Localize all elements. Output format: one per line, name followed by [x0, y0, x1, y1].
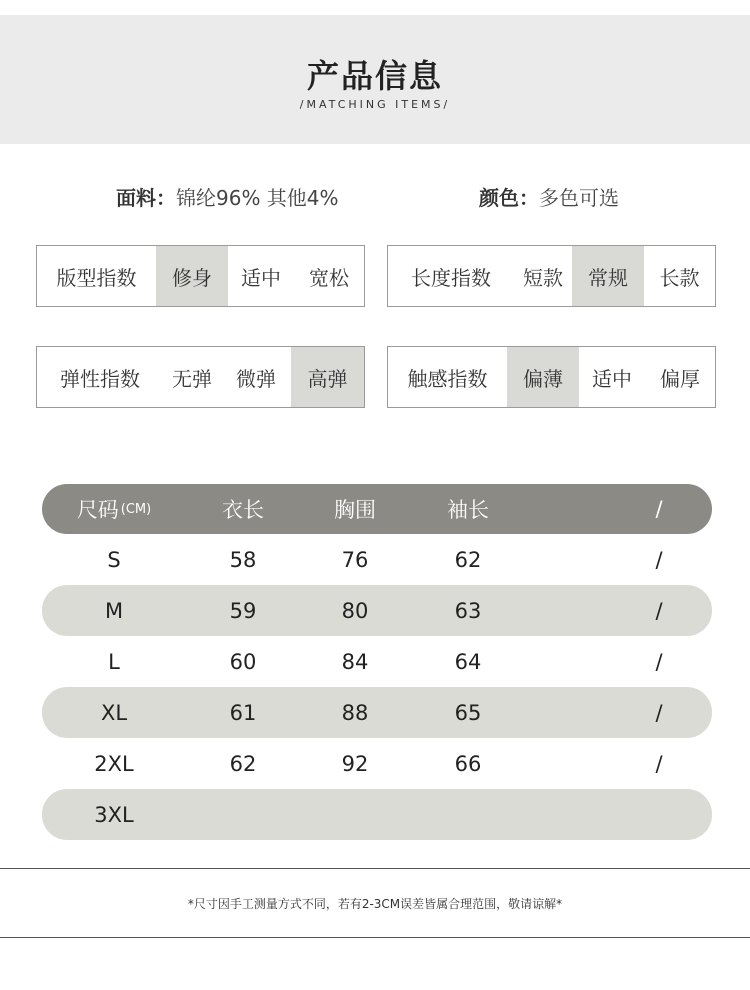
fabric-info: [116, 182, 339, 211]
size-table-header: [42, 484, 712, 534]
fit-option: 宽松: [309, 265, 349, 290]
measurement-note: [0, 868, 750, 938]
cell-chest: [305, 789, 405, 840]
cell-extra: /: [655, 598, 663, 623]
table-row: [42, 687, 712, 738]
elasticity-option: 无弹: [172, 366, 212, 391]
touch-index: [387, 346, 716, 408]
header-size: [62, 484, 166, 534]
header-size-unit: (CM): [120, 501, 152, 517]
color-value: 多色可选: [539, 186, 619, 210]
header-length: 衣长: [222, 498, 264, 522]
cell-length: [193, 789, 293, 840]
fabric-label: 面料：: [116, 186, 176, 210]
fit-option: 修身: [156, 246, 228, 306]
length-option: 常规: [572, 246, 644, 306]
cell-size: 2XL: [94, 751, 134, 776]
cell-size: L: [108, 649, 120, 674]
size-table: [42, 484, 712, 840]
cell-extra: /: [655, 700, 663, 725]
cell-length: 62: [229, 751, 257, 776]
touch-index-label: 触感指数: [407, 366, 488, 391]
header-chest: 胸围: [334, 498, 376, 522]
length-option: 长款: [659, 265, 700, 290]
cell-size: S: [107, 547, 121, 572]
cell-sleeve: 63: [454, 598, 482, 623]
elasticity-option: 微弹: [236, 366, 276, 391]
info-header: [0, 15, 750, 144]
elasticity-index-label: 弹性指数: [60, 366, 140, 391]
fabric-value: 锦纶96% 其他4%: [176, 186, 339, 210]
table-row: [42, 789, 712, 840]
cell-extra: /: [655, 751, 663, 776]
cell-chest: 76: [341, 547, 369, 572]
cell-size: M: [104, 598, 124, 623]
touch-option: 偏薄: [507, 347, 579, 407]
cell-length: 60: [229, 649, 257, 674]
materials-row: [0, 178, 750, 212]
cell-extra: /: [655, 649, 663, 674]
note-text: *尺寸因手工测量方式不同，若有2-3CM误差皆属合理范围，敬请谅解*: [187, 896, 563, 911]
touch-option: 适中: [592, 366, 632, 391]
cell-sleeve: 65: [454, 700, 482, 725]
page-subtitle: /MATCHING ITEMS/: [299, 98, 451, 111]
header-extra: /: [655, 497, 663, 521]
header-size-label: 尺码: [76, 498, 119, 522]
header-sleeve: 袖长: [447, 498, 489, 522]
fit-option: 适中: [241, 265, 281, 290]
cell-sleeve: 62: [454, 547, 482, 572]
cell-chest: 84: [341, 649, 369, 674]
elasticity-option: 高弹: [291, 347, 364, 407]
cell-length: 59: [229, 598, 257, 623]
page-title: 产品信息: [306, 57, 443, 95]
cell-length: 58: [229, 547, 257, 572]
cell-size: XL: [100, 700, 128, 725]
touch-option: 偏厚: [660, 366, 700, 391]
table-row: [42, 636, 712, 687]
length-option: 短款: [523, 265, 563, 290]
cell-length: 61: [229, 700, 257, 725]
cell-extra: /: [655, 547, 663, 572]
cell-extra: [622, 789, 696, 840]
cell-sleeve: [418, 789, 518, 840]
cell-chest: 80: [341, 598, 369, 623]
fit-index: [36, 245, 365, 307]
color-info: [479, 182, 619, 211]
table-row: [42, 585, 712, 636]
length-index-label: 长度指数: [411, 265, 491, 290]
table-row: [42, 534, 712, 585]
cell-chest: 88: [341, 700, 369, 725]
cell-sleeve: 66: [454, 751, 482, 776]
elasticity-index: [36, 346, 365, 408]
cell-sleeve: 64: [454, 649, 482, 674]
length-index: [387, 245, 716, 307]
fit-index-label: 版型指数: [56, 265, 137, 290]
table-row: [42, 738, 712, 789]
color-label: 颜色：: [479, 186, 539, 210]
cell-size: 3XL: [94, 802, 134, 827]
cell-chest: 92: [341, 751, 369, 776]
